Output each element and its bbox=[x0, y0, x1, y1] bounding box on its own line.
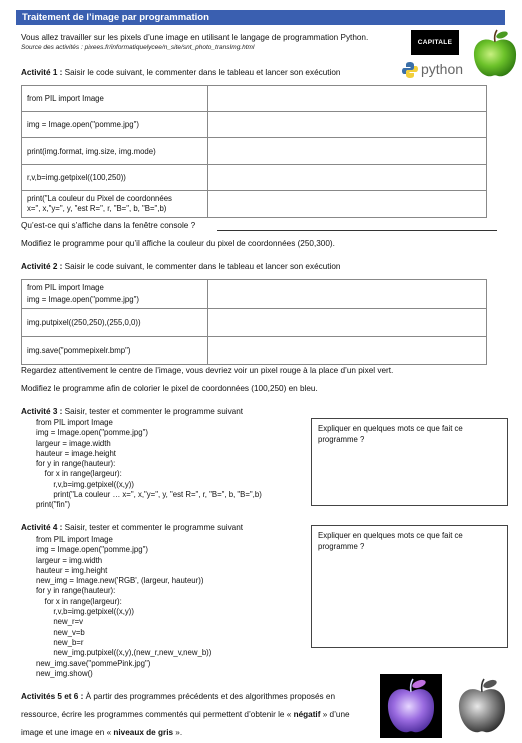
activity1-question: Qu’est-ce qui s’affiche dans la fenêtre console ? bbox=[21, 221, 196, 230]
green-apple-image bbox=[470, 28, 520, 80]
answer-box-prompt: Expliquer en quelques mots ce que fait ce programme ? bbox=[318, 531, 463, 551]
comment-cell[interactable] bbox=[208, 138, 487, 165]
activity3-code: from PIL import Image img = Image.open("pomme.jpg") largeur = image.width hauteur = image.height for y in range(hauteur): for x in range(largeur): r,v,b=img.getpixel((x,y)) print("La couleur … x=", x,"y=", y, "est R=", r, "B=", b, "B=",b) print("fin") bbox=[36, 418, 262, 510]
code-cell: from PIL import Image bbox=[22, 86, 208, 112]
code-cell: print("La couleur du Pixel de coordonnées x=", x,"y=", y, "est R=", r, "B=", b, "B=",b) bbox=[22, 191, 208, 218]
grayscale-apple-image bbox=[450, 674, 514, 738]
comment-cell[interactable] bbox=[208, 86, 487, 112]
activity1-heading: Activité 1 : Saisir le code suivant, le commenter dans le tableau et lancer son exécution bbox=[21, 68, 341, 77]
comment-cell[interactable] bbox=[208, 191, 487, 218]
activity2-heading: Activité 2 : Saisir le code suivant, le commenter dans le tableau et lancer son exécution bbox=[21, 262, 341, 271]
code-cell: r,v,b=img.getpixel((100,250)) bbox=[22, 165, 208, 191]
negative-apple-image bbox=[380, 674, 442, 738]
activity4-answer-box[interactable] bbox=[311, 525, 508, 648]
comment-cell[interactable] bbox=[208, 337, 487, 365]
code-cell: img = Image.open("pomme.jpg") bbox=[22, 112, 208, 138]
activity4-heading: Activité 4 : Saisir, tester et commenter le programme suivant bbox=[21, 523, 244, 532]
activity2-modify: Modifiez le programme afin de colorier le pixel de coordonnées (100,250) en bleu. bbox=[21, 384, 318, 393]
page-title: Traitement de l’image par programmation bbox=[16, 10, 505, 25]
python-logo-text: python bbox=[421, 61, 464, 77]
capitale-logo-text: CAPITALE bbox=[417, 39, 453, 46]
answer-box-prompt: Expliquer en quelques mots ce que fait ce programme ? bbox=[318, 424, 463, 444]
activity4-code: from PIL import Image img = Image.open("pomme.jpg") largeur = img.width hauteur = img.height new_img = Image.new('RGB', (largeur, hauteur)) for y in range(hauteur): for x in range(largeur): r,v,b=img.getpixel((x,y)) new_r=v new_v=b new_b=r new_img.putpixel((x,y),(new_r,new_v,new_b)) new_img.save("pommePink.jpg") new_img.show() bbox=[36, 535, 212, 678]
capitale-logo bbox=[411, 30, 459, 55]
intro-text: Vous allez travailler sur les pixels d’une image en utilisant le langage de programmation Python. bbox=[21, 33, 369, 42]
activity3-heading: Activité 3 : Saisir, tester et commenter le programme suivant bbox=[21, 407, 244, 416]
comment-cell[interactable] bbox=[208, 112, 487, 138]
comment-cell[interactable] bbox=[208, 165, 487, 191]
activity2-observe: Regardez attentivement le centre de l’image, vous devriez voir un pixel rouge à la place d’un pixel vert. bbox=[21, 366, 394, 375]
code-cell: img.save("pommepixelr.bmp") bbox=[22, 337, 208, 365]
comment-cell[interactable] bbox=[208, 309, 487, 337]
source-text: Source des activités : pixees.fr/informatiquelycee/n_site/snt_photo_transImg.html bbox=[21, 44, 255, 51]
activity1-table bbox=[21, 85, 487, 218]
code-cell: img.putpixel((250,250),(255,0,0)) bbox=[22, 309, 208, 337]
answer-line[interactable] bbox=[217, 230, 497, 231]
activity1-modify: Modifiez le programme pour qu’il affiche la couleur du pixel de coordonnées (250,300). bbox=[21, 239, 335, 248]
python-logo bbox=[401, 60, 469, 80]
code-cell: print(img.format, img.size, img.mode) bbox=[22, 138, 208, 165]
python-logo-icon bbox=[401, 61, 419, 79]
activity56-text: Activités 5 et 6 : À partir des programmes précédents et des algorithmes proposés en ressource, écrire les programmes commentés qui permettent d’obtenir le « négatif » d’une image et une image en « niveaux de gris ». bbox=[21, 692, 350, 737]
activity3-answer-box[interactable] bbox=[311, 418, 508, 506]
code-cell: from PIL import Image img = Image.open("pomme.jpg") bbox=[22, 280, 208, 309]
activity2-table bbox=[21, 279, 487, 365]
comment-cell[interactable] bbox=[208, 280, 487, 309]
